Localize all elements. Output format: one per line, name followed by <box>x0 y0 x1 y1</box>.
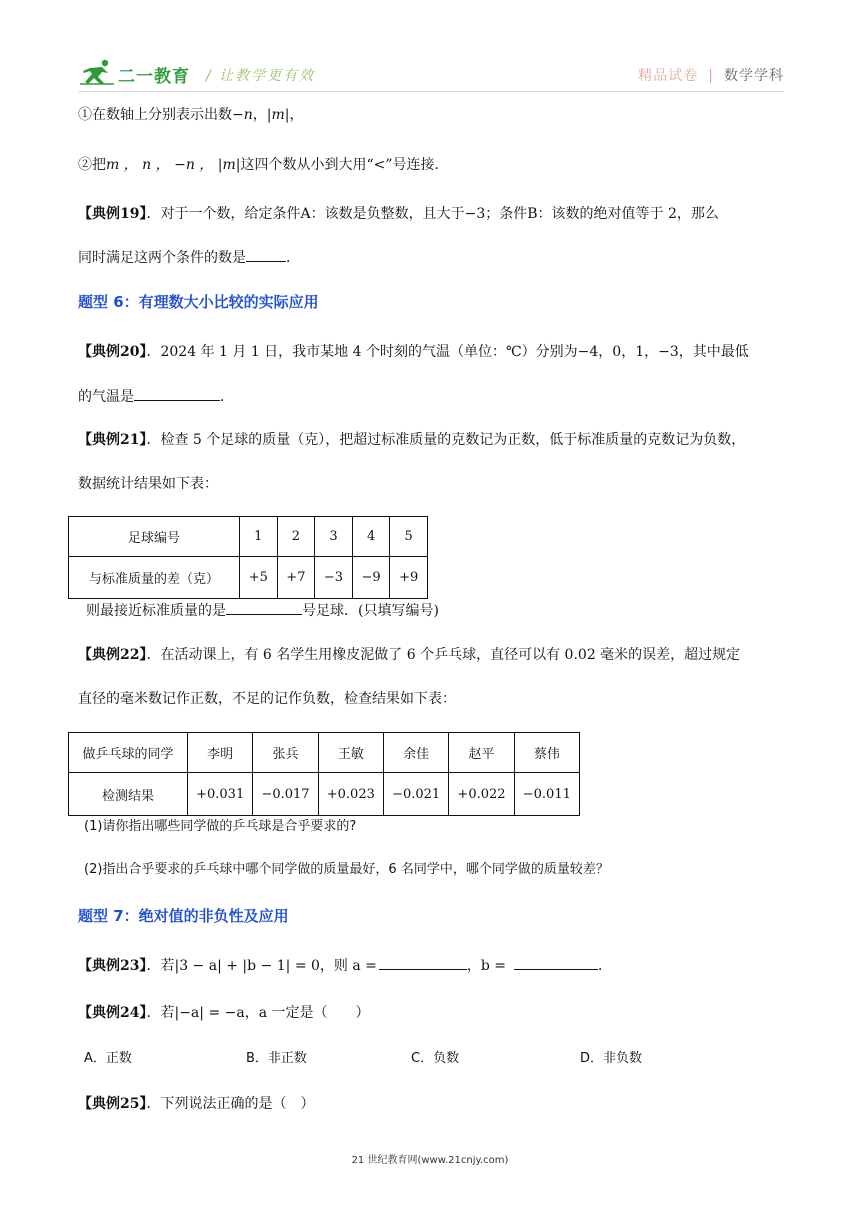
example-19 <box>78 204 719 224</box>
example-21 <box>78 430 745 450</box>
example-text-b: ，b = <box>466 958 507 974</box>
example-24 <box>78 1003 370 1023</box>
example-19-line2 <box>78 247 300 268</box>
header-subject: 数学学科 <box>724 68 784 84</box>
example-text: ．在活动课上，有 6 名学生用橡皮泥做了 6 个乒乓球，直径可以有 0.02 毫米的误差，超过规定 <box>146 647 741 663</box>
sub-question-2: (2)指出合乎要求的乒乓球中哪个同学做的质量最好，6 名同学中，哪个同学做的质量较差？ <box>84 862 609 877</box>
table-cell-value: +0.022 <box>449 773 514 816</box>
example-tag: 【典例19】 <box>78 206 147 222</box>
l2-prefix: ②把 <box>78 157 106 173</box>
answer-blank[interactable] <box>226 600 302 615</box>
option-c[interactable]: C．负数 <box>411 1051 460 1066</box>
table-cell-value: +0.023 <box>318 773 383 816</box>
period: ． <box>598 958 613 974</box>
period: ． <box>220 389 234 405</box>
example-tag: 【典例22】 <box>78 647 147 663</box>
logo-text: 二一教育 <box>118 67 190 87</box>
runner-logo-icon <box>78 58 118 86</box>
example-21-question <box>86 600 439 621</box>
section-heading-7: 题型 7：绝对值的非负性及应用 <box>78 907 289 925</box>
example-tag: 【典例23】 <box>78 958 147 974</box>
football-mass-table <box>68 516 428 599</box>
option-a[interactable]: A．正数 <box>84 1051 132 1066</box>
table-cell-id: 4 <box>352 517 390 557</box>
table-cell-value: +0.031 <box>188 773 253 816</box>
l1-prefix: ①在数轴上分别表示出数 <box>78 107 232 123</box>
table-cell-id: 2 <box>277 517 315 557</box>
table-cell-value: −0.021 <box>383 773 448 816</box>
answer-blank[interactable] <box>246 247 286 262</box>
section-heading-6: 题型 6：有理数大小比较的实际应用 <box>78 293 319 311</box>
ping-pong-result-table <box>68 732 580 816</box>
table-cell-value: −0.011 <box>514 773 579 816</box>
example-text: ．下列说法正确的是（ ） <box>146 1096 315 1112</box>
question-item-1 <box>78 105 303 125</box>
header-rule <box>78 91 784 92</box>
example-text: ．若|−a| = −a，a 一定是（ ） <box>146 1005 370 1021</box>
example-22-line2: 直径的毫米数记作正数，不足的记作负数，检查结果如下表： <box>78 691 456 707</box>
l1-math-neg-n: −n <box>232 107 253 123</box>
sub-question-1: (1)请你指出哪些同学做的乒乓球是合乎要求的? <box>84 819 357 834</box>
table-cell-value: +9 <box>390 557 428 599</box>
option-b[interactable]: B．非正数 <box>246 1051 307 1066</box>
table-cell-value: +7 <box>277 557 315 599</box>
question-item-2 <box>78 155 449 175</box>
table-cell-value: −3 <box>315 557 353 599</box>
page-footer: 21 世纪教育网(www.21cnjy.com) <box>351 1155 509 1166</box>
header-label: 精品试卷 <box>638 68 699 84</box>
option-d[interactable]: D．非负数 <box>580 1051 643 1066</box>
example-tag: 【典例24】 <box>78 1005 147 1021</box>
table-cell-id: 3 <box>315 517 353 557</box>
table-cell-name: 张兵 <box>253 733 318 773</box>
header-right <box>638 65 784 85</box>
table-cell-value: +5 <box>240 557 278 599</box>
example-21-line2: 数据统计结果如下表： <box>78 476 218 492</box>
question-suffix: 号足球．(只填写编号) <box>302 603 439 619</box>
example-text: 的气温是 <box>78 389 134 405</box>
table-cell-value: −0.017 <box>253 773 318 816</box>
example-tag: 【典例20】 <box>78 344 147 360</box>
table-header-label: 做乒乓球的同学 <box>69 733 188 773</box>
l1-suffix: ， <box>289 107 304 123</box>
answer-blank-a[interactable] <box>379 955 467 970</box>
l1-math-abs-m: |m| <box>266 107 290 123</box>
table-cell-name: 王敏 <box>318 733 383 773</box>
table-header-label: 足球编号 <box>69 517 240 557</box>
example-text: ．2024 年 1 月 1 日，我市某地 4 个时刻的气温（单位：℃）分别为−4，0，1，−3，其中最低 <box>146 344 749 360</box>
table-cell-name: 李明 <box>188 733 253 773</box>
example-20-line2 <box>78 386 234 407</box>
example-23 <box>78 955 612 976</box>
table-cell-name: 余佳 <box>383 733 448 773</box>
table-row-label: 检测结果 <box>69 773 188 816</box>
answer-blank[interactable] <box>134 386 220 401</box>
l2-suffix: 这四个数从小到大用“<”号连接． <box>240 157 449 173</box>
example-text: 同时满足这两个条件的数是 <box>78 250 246 266</box>
page-header <box>78 58 784 88</box>
l1-sep: ， <box>252 107 267 123</box>
answer-blank-b[interactable] <box>514 955 598 970</box>
example-22 <box>78 645 740 665</box>
table-cell-value: −9 <box>352 557 390 599</box>
example-25 <box>78 1094 314 1114</box>
logo-slogan: / 让教学更有效 <box>206 68 316 84</box>
table-cell-name: 蔡伟 <box>514 733 579 773</box>
table-cell-id: 1 <box>240 517 278 557</box>
period: ． <box>286 250 300 266</box>
example-tag: 【典例21】 <box>78 432 147 448</box>
table-row-label: 与标准质量的差（克） <box>69 557 240 599</box>
l2-vars: m ， n ， −n ， |m| <box>106 157 241 173</box>
example-text: ．若|3 − a| + |b − 1| = 0，则 a = <box>146 958 377 974</box>
question-prefix: 则最接近标准质量的是 <box>86 603 226 619</box>
table-cell-name: 赵平 <box>449 733 514 773</box>
example-20 <box>78 342 749 362</box>
example-tag: 【典例25】 <box>78 1096 147 1112</box>
example-text: ．对于一个数，给定条件A：该数是负整数，且大于−3；条件B：该数的绝对值等于 2，那么 <box>146 206 719 222</box>
header-separator: | <box>708 68 714 84</box>
example-text: ．检查 5 个足球的质量（克），把超过标准质量的克数记为正数，低于标准质量的克数记为负数， <box>146 432 746 448</box>
table-cell-id: 5 <box>390 517 428 557</box>
